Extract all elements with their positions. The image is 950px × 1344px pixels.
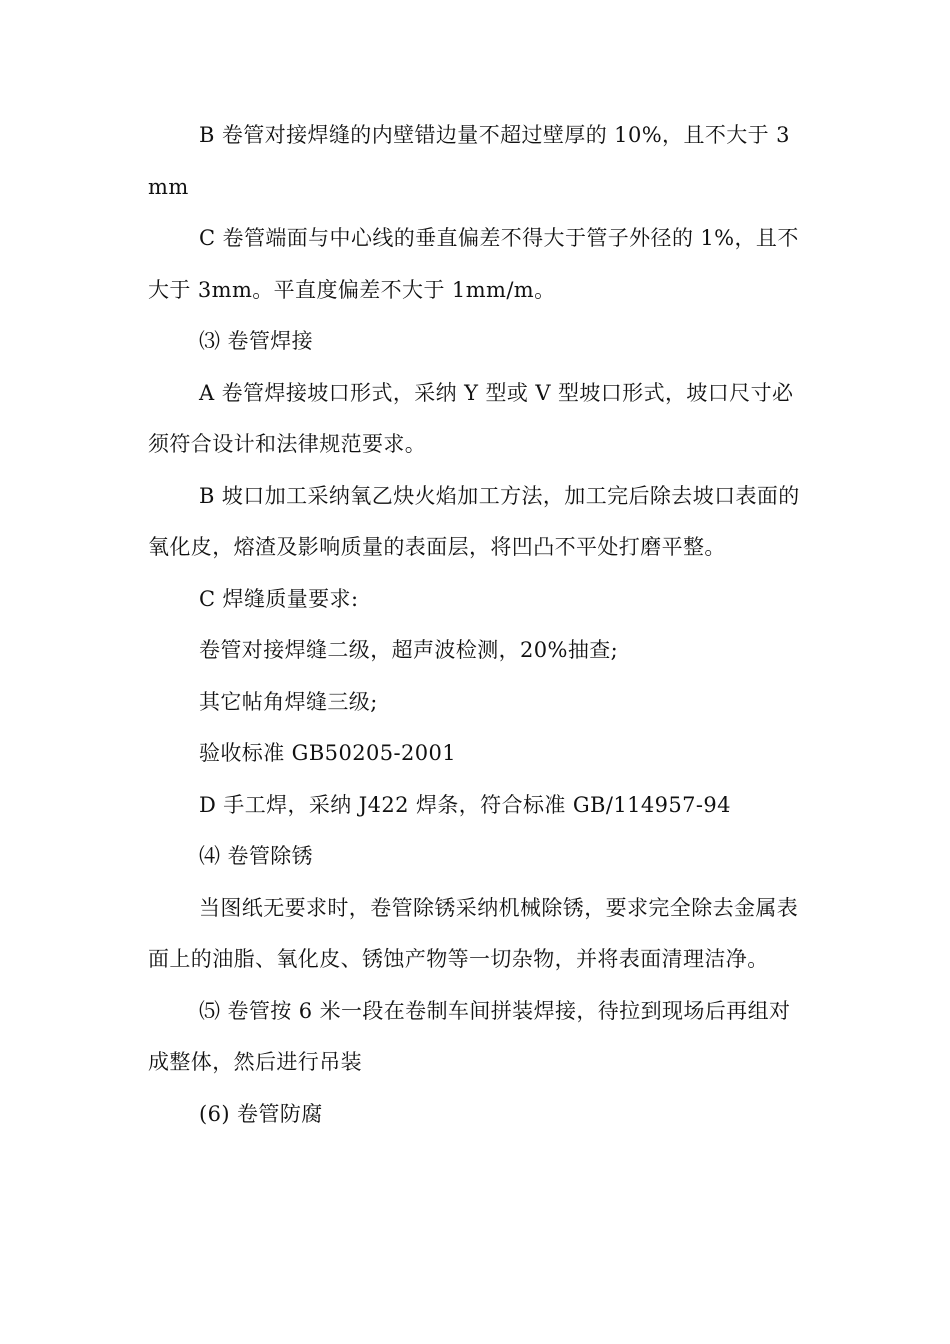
paragraph-groove-processing: B 坡口加工采纳氧乙炔火焰加工方法，加工完后除去坡口表面的氧化皮，熔渣及影响质量的表面层，将凹凸不平处打磨平整。 <box>148 483 800 559</box>
section-heading-anticorrosion: (6) 卷管防腐 <box>199 1101 323 1126</box>
section-heading-rust-removal: ⑷ 卷管除锈 <box>199 844 314 868</box>
document-body <box>148 110 808 1140</box>
paragraph-manual-welding: D 手工焊，采纳 J422 焊条，符合标准 GB/114957-94 <box>199 792 731 817</box>
paragraph-groove-form: A 卷管焊接坡口形式，采纳 Y 型或 V 型坡口形式，坡口尺寸必须符合设计和法律规范要求。 <box>148 380 794 456</box>
paragraph-assembly: ⑸ 卷管按 6 米一段在卷制车间拼装焊接，待拉到现场后再组对成整体，然后进行吊装 <box>148 998 791 1074</box>
paragraph-acceptance-standard: 验收标准 GB50205-2001 <box>199 741 457 765</box>
paragraph-rust-removal: 当图纸无要求时，卷管除锈采纳机械除锈，要求完全除去金属表面上的油脂、氧化皮、锈蚀产物等一切杂物，并将表面清理洁净。 <box>148 895 799 971</box>
paragraph-perpendicularity: C 卷管端面与中心线的垂直偏差不得大于管子外径的 1%，且不大于 3mm。平直度偏差不大于 1mm/m。 <box>148 226 799 302</box>
paragraph-weld-quality: C 焊缝质量要求: <box>199 586 359 611</box>
paragraph-butt-weld-grade: 卷管对接焊缝二级，超声波检测，20%抽查; <box>199 638 619 662</box>
section-heading-welding: ⑶ 卷管焊接 <box>199 329 314 353</box>
paragraph-misalignment: B 卷管对接焊缝的内壁错边量不超过壁厚的 10%，且不大于 3mm <box>148 123 790 199</box>
paragraph-fillet-weld-grade: 其它帖角焊缝三级; <box>199 689 378 714</box>
